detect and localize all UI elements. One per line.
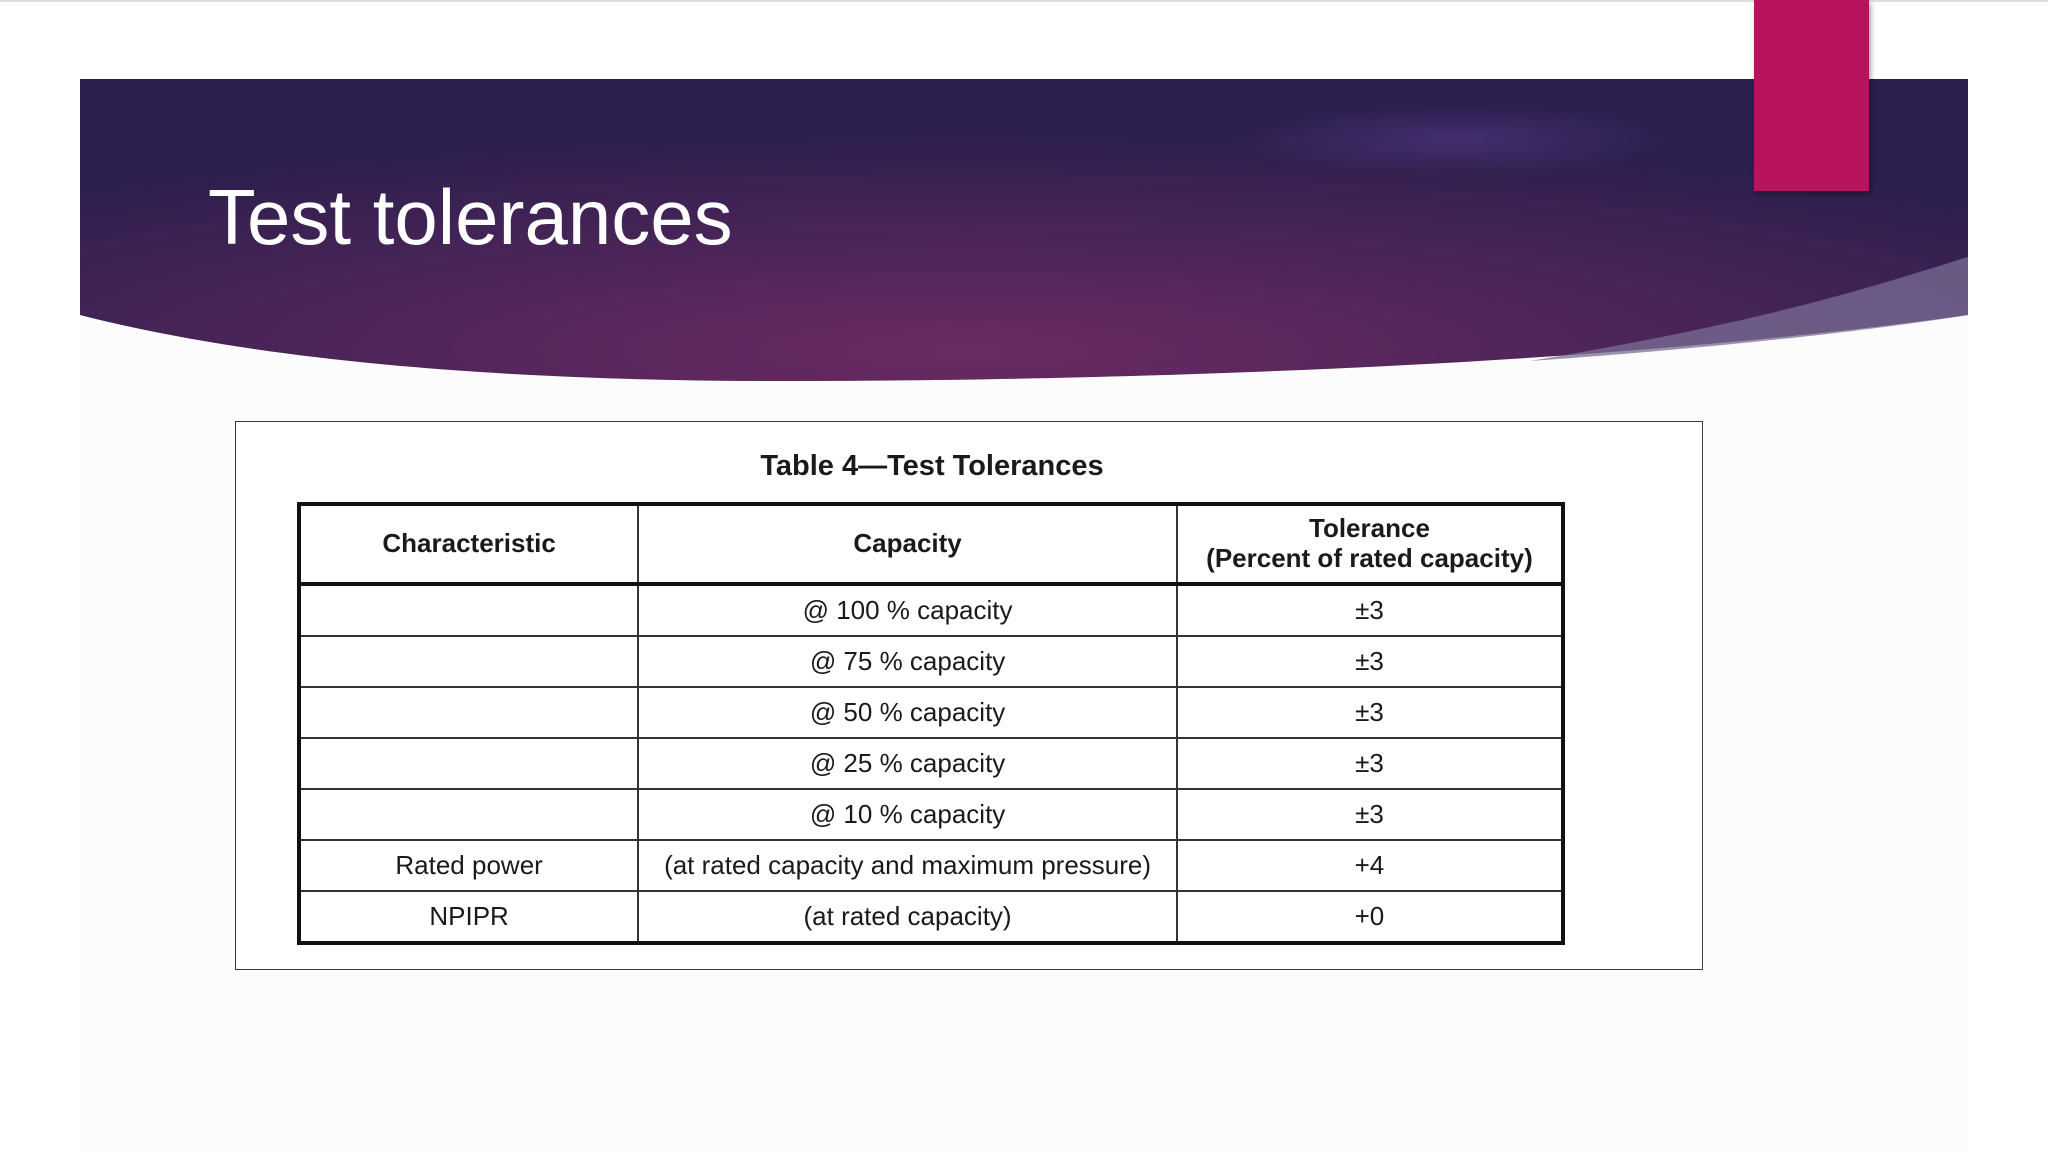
table-row	[299, 789, 1563, 840]
cell-capacity: @ 25 % capacity	[638, 738, 1177, 789]
cell-characteristic: NPIPR	[299, 891, 638, 943]
header-capacity: Capacity	[638, 504, 1177, 584]
header-tolerance-line2: (Percent of rated capacity)	[1206, 543, 1533, 573]
table-row	[299, 687, 1563, 738]
cell-capacity: (at rated capacity and maximum pressure)	[638, 840, 1177, 891]
cell-tolerance: ±3	[1177, 738, 1563, 789]
cell-tolerance: ±3	[1177, 636, 1563, 687]
table-row	[299, 636, 1563, 687]
top-divider	[0, 0, 2048, 2]
table-row	[299, 584, 1563, 636]
header-tolerance	[1177, 504, 1563, 584]
table-caption: Table 4—Test Tolerances	[760, 450, 1104, 482]
cell-capacity: @ 10 % capacity	[638, 789, 1177, 840]
slide-title: Test tolerances	[208, 173, 733, 261]
cell-tolerance: ±3	[1177, 687, 1563, 738]
header-characteristic: Characteristic	[299, 504, 638, 584]
accent-tab	[1754, 0, 1869, 191]
tolerances-table	[297, 502, 1565, 945]
cell-tolerance: +4	[1177, 840, 1563, 891]
cell-capacity: (at rated capacity)	[638, 891, 1177, 943]
cell-characteristic	[299, 738, 638, 789]
cell-tolerance: +0	[1177, 891, 1563, 943]
header-tolerance-line1: Tolerance	[1309, 513, 1430, 544]
cell-characteristic	[299, 789, 638, 840]
cell-capacity: @ 75 % capacity	[638, 636, 1177, 687]
cell-characteristic	[299, 584, 638, 636]
table-header-row	[299, 504, 1563, 584]
cell-characteristic	[299, 687, 638, 738]
cell-characteristic: Rated power	[299, 840, 638, 891]
table-row	[299, 738, 1563, 789]
cell-capacity: @ 100 % capacity	[638, 584, 1177, 636]
cell-tolerance: ±3	[1177, 789, 1563, 840]
table-figure	[235, 421, 1703, 970]
table-row	[299, 840, 1563, 891]
cell-capacity: @ 50 % capacity	[638, 687, 1177, 738]
cell-tolerance: ±3	[1177, 584, 1563, 636]
table-row	[299, 891, 1563, 943]
cell-characteristic	[299, 636, 638, 687]
